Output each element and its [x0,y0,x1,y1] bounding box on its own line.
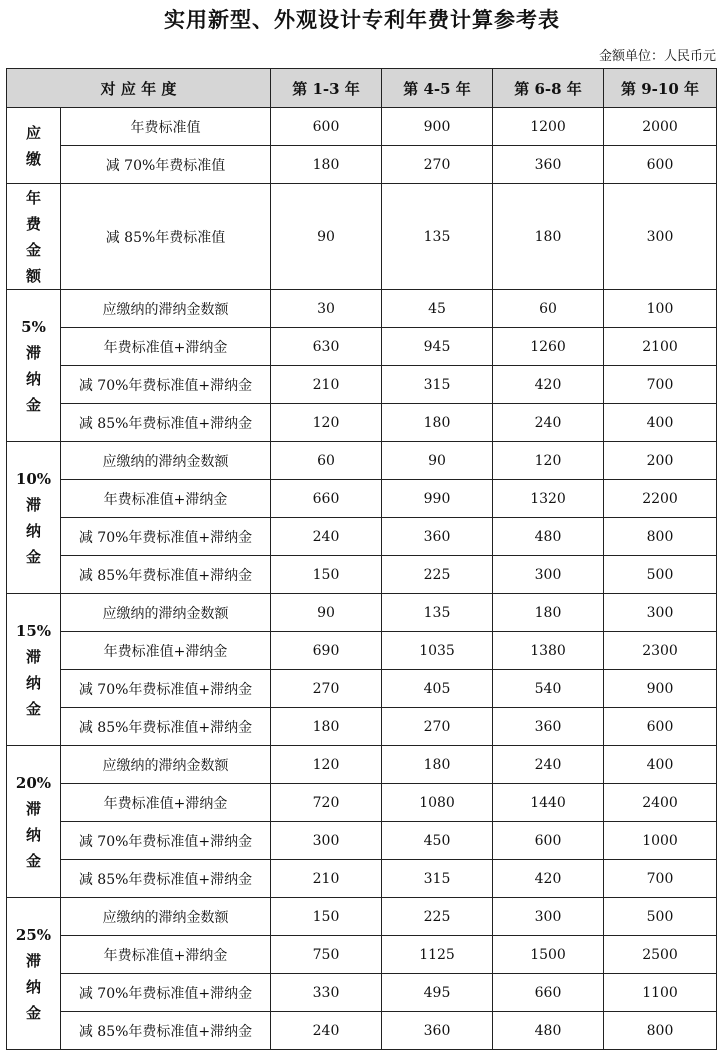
value-cell: 945 [382,328,493,366]
value-cell: 1260 [493,328,604,366]
value-cell: 360 [382,1012,493,1050]
table-row [7,936,717,974]
table-row [7,822,717,860]
group-label-cell [7,898,61,1050]
value-cell: 180 [271,708,382,746]
value-cell: 90 [271,594,382,632]
value-cell: 450 [382,822,493,860]
value-cell: 690 [271,632,382,670]
value-cell: 210 [271,366,382,404]
value-cell: 90 [271,184,382,290]
value-cell: 270 [382,708,493,746]
table-row [7,404,717,442]
value-cell: 600 [604,708,717,746]
value-cell: 240 [271,1012,382,1050]
value-cell: 1125 [382,936,493,974]
value-cell: 400 [604,404,717,442]
value-cell: 480 [493,1012,604,1050]
value-cell: 500 [604,556,717,594]
value-cell: 720 [271,784,382,822]
value-cell: 300 [604,184,717,290]
table-row [7,632,717,670]
value-cell: 750 [271,936,382,974]
group-label-char: 滞 [25,495,41,514]
value-cell: 420 [493,860,604,898]
value-cell: 2200 [604,480,717,518]
table-row [7,480,717,518]
value-cell: 210 [271,860,382,898]
group-label-char: 应 [25,123,41,142]
value-cell: 1200 [493,108,604,146]
value-cell: 600 [493,822,604,860]
row-label-cell: 减 85%年费标准值+滞纳金 [61,860,271,898]
value-cell: 330 [271,974,382,1012]
row-label-cell: 减 70%年费标准值+滞纳金 [61,822,271,860]
row-label-cell: 年费标准值+滞纳金 [61,480,271,518]
table-row [7,146,717,184]
table-body [7,108,717,1050]
header-col-6-8: 第 6-8 年 [493,69,604,108]
group-label-char: 滞 [25,799,41,818]
table-row [7,784,717,822]
value-cell: 30 [271,290,382,328]
value-cell: 990 [382,480,493,518]
value-cell: 225 [382,898,493,936]
table-row [7,974,717,1012]
header-col-4-5: 第 4-5 年 [382,69,493,108]
value-cell: 300 [493,898,604,936]
value-cell: 480 [493,518,604,556]
row-label-cell: 减 70%年费标准值 [61,146,271,184]
row-label-cell: 应缴纳的滞纳金数额 [61,290,271,328]
value-cell: 135 [382,184,493,290]
value-cell: 1000 [604,822,717,860]
row-label-cell: 应缴纳的滞纳金数额 [61,442,271,480]
group-label-char: 金 [25,395,41,414]
value-cell: 2400 [604,784,717,822]
value-cell: 240 [493,746,604,784]
group-label-char: 费 [25,214,41,233]
group-label-cell [7,442,61,594]
value-cell: 495 [382,974,493,1012]
group-label-char: 5% [21,317,46,336]
group-label-char: 滞 [25,951,41,970]
group-label-cell [7,290,61,442]
value-cell: 660 [493,974,604,1012]
row-label-cell: 年费标准值+滞纳金 [61,632,271,670]
value-cell: 660 [271,480,382,518]
value-cell: 120 [271,404,382,442]
value-cell: 1100 [604,974,717,1012]
group-label-cell [7,108,61,184]
group-label-char: 金 [25,1003,41,1022]
value-cell: 500 [604,898,717,936]
value-cell: 60 [271,442,382,480]
group-label-cell [7,594,61,746]
value-cell: 900 [382,108,493,146]
value-cell: 2100 [604,328,717,366]
value-cell: 180 [382,404,493,442]
row-label-cell: 减 85%年费标准值 [61,184,271,290]
value-cell: 600 [271,108,382,146]
row-label-cell: 年费标准值 [61,108,271,146]
group-label-char: 纳 [25,825,41,844]
table-row [7,184,717,290]
group-label-char: 纳 [25,977,41,996]
value-cell: 100 [604,290,717,328]
group-label-char: 滞 [25,343,41,362]
value-cell: 180 [382,746,493,784]
value-cell: 1320 [493,480,604,518]
value-cell: 2500 [604,936,717,974]
group-label-char: 纳 [25,673,41,692]
group-label-char: 滞 [25,647,41,666]
value-cell: 1440 [493,784,604,822]
value-cell: 300 [604,594,717,632]
value-cell: 360 [382,518,493,556]
group-label-char: 金 [25,851,41,870]
row-label-cell: 年费标准值+滞纳金 [61,784,271,822]
value-cell: 45 [382,290,493,328]
value-cell: 700 [604,366,717,404]
table-row [7,594,717,632]
value-cell: 405 [382,670,493,708]
table-row [7,556,717,594]
row-label-cell: 减 85%年费标准值+滞纳金 [61,1012,271,1050]
row-label-cell: 减 85%年费标准值+滞纳金 [61,404,271,442]
table-row [7,290,717,328]
value-cell: 120 [271,746,382,784]
value-cell: 630 [271,328,382,366]
value-cell: 315 [382,860,493,898]
row-label-cell: 减 70%年费标准值+滞纳金 [61,974,271,1012]
group-label-char: 20% [15,773,52,792]
value-cell: 540 [493,670,604,708]
group-label-char: 25% [15,925,52,944]
value-cell: 240 [271,518,382,556]
row-label-cell: 减 85%年费标准值+滞纳金 [61,708,271,746]
value-cell: 1035 [382,632,493,670]
value-cell: 2300 [604,632,717,670]
value-cell: 180 [493,594,604,632]
table-header-row [7,69,717,108]
table-row [7,1012,717,1050]
table-row [7,442,717,480]
row-label-cell: 应缴纳的滞纳金数额 [61,594,271,632]
value-cell: 315 [382,366,493,404]
group-label-char: 金 [25,240,41,259]
value-cell: 300 [271,822,382,860]
table-row [7,746,717,784]
value-cell: 60 [493,290,604,328]
currency-unit-note: 金额单位：人民币元 [598,49,716,64]
table-row [7,108,717,146]
table-row [7,898,717,936]
group-label-char: 纳 [25,369,41,388]
table-row [7,366,717,404]
value-cell: 90 [382,442,493,480]
value-cell: 270 [382,146,493,184]
group-label-char: 10% [15,469,52,488]
row-label-cell: 减 70%年费标准值+滞纳金 [61,670,271,708]
value-cell: 1380 [493,632,604,670]
header-col-1-3: 第 1-3 年 [271,69,382,108]
header-col-9-10: 第 9-10 年 [604,69,717,108]
group-label-char: 额 [25,266,41,285]
value-cell: 120 [493,442,604,480]
value-cell: 900 [604,670,717,708]
value-cell: 135 [382,594,493,632]
value-cell: 800 [604,518,717,556]
value-cell: 360 [493,708,604,746]
table-row [7,860,717,898]
value-cell: 400 [604,746,717,784]
group-label-char: 15% [15,621,52,640]
header-year-label: 对 应 年 度 [7,69,271,108]
value-cell: 225 [382,556,493,594]
value-cell: 420 [493,366,604,404]
value-cell: 150 [271,898,382,936]
value-cell: 600 [604,146,717,184]
table-row [7,328,717,366]
value-cell: 240 [493,404,604,442]
group-label-char: 缴 [25,149,41,168]
value-cell: 200 [604,442,717,480]
value-cell: 700 [604,860,717,898]
row-label-cell: 应缴纳的滞纳金数额 [61,746,271,784]
row-label-cell: 年费标准值+滞纳金 [61,328,271,366]
table-row [7,708,717,746]
value-cell: 1080 [382,784,493,822]
value-cell: 150 [271,556,382,594]
group-label-char: 纳 [25,521,41,540]
row-label-cell: 减 85%年费标准值+滞纳金 [61,556,271,594]
patent-fee-table [6,68,717,1050]
row-label-cell: 减 70%年费标准值+滞纳金 [61,518,271,556]
row-label-cell: 应缴纳的滞纳金数额 [61,898,271,936]
value-cell: 360 [493,146,604,184]
group-label-cell [7,746,61,898]
group-label-char: 金 [25,699,41,718]
value-cell: 2000 [604,108,717,146]
value-cell: 180 [271,146,382,184]
value-cell: 300 [493,556,604,594]
table-row [7,518,717,556]
value-cell: 1500 [493,936,604,974]
row-label-cell: 年费标准值+滞纳金 [61,936,271,974]
group-label-cell [7,184,61,290]
page-title: 实用新型、外观设计专利年费计算参考表 [164,7,560,32]
table-row [7,670,717,708]
row-label-cell: 减 70%年费标准值+滞纳金 [61,366,271,404]
value-cell: 270 [271,670,382,708]
value-cell: 800 [604,1012,717,1050]
group-label-char: 年 [25,188,41,207]
group-label-char: 金 [25,547,41,566]
value-cell: 180 [493,184,604,290]
